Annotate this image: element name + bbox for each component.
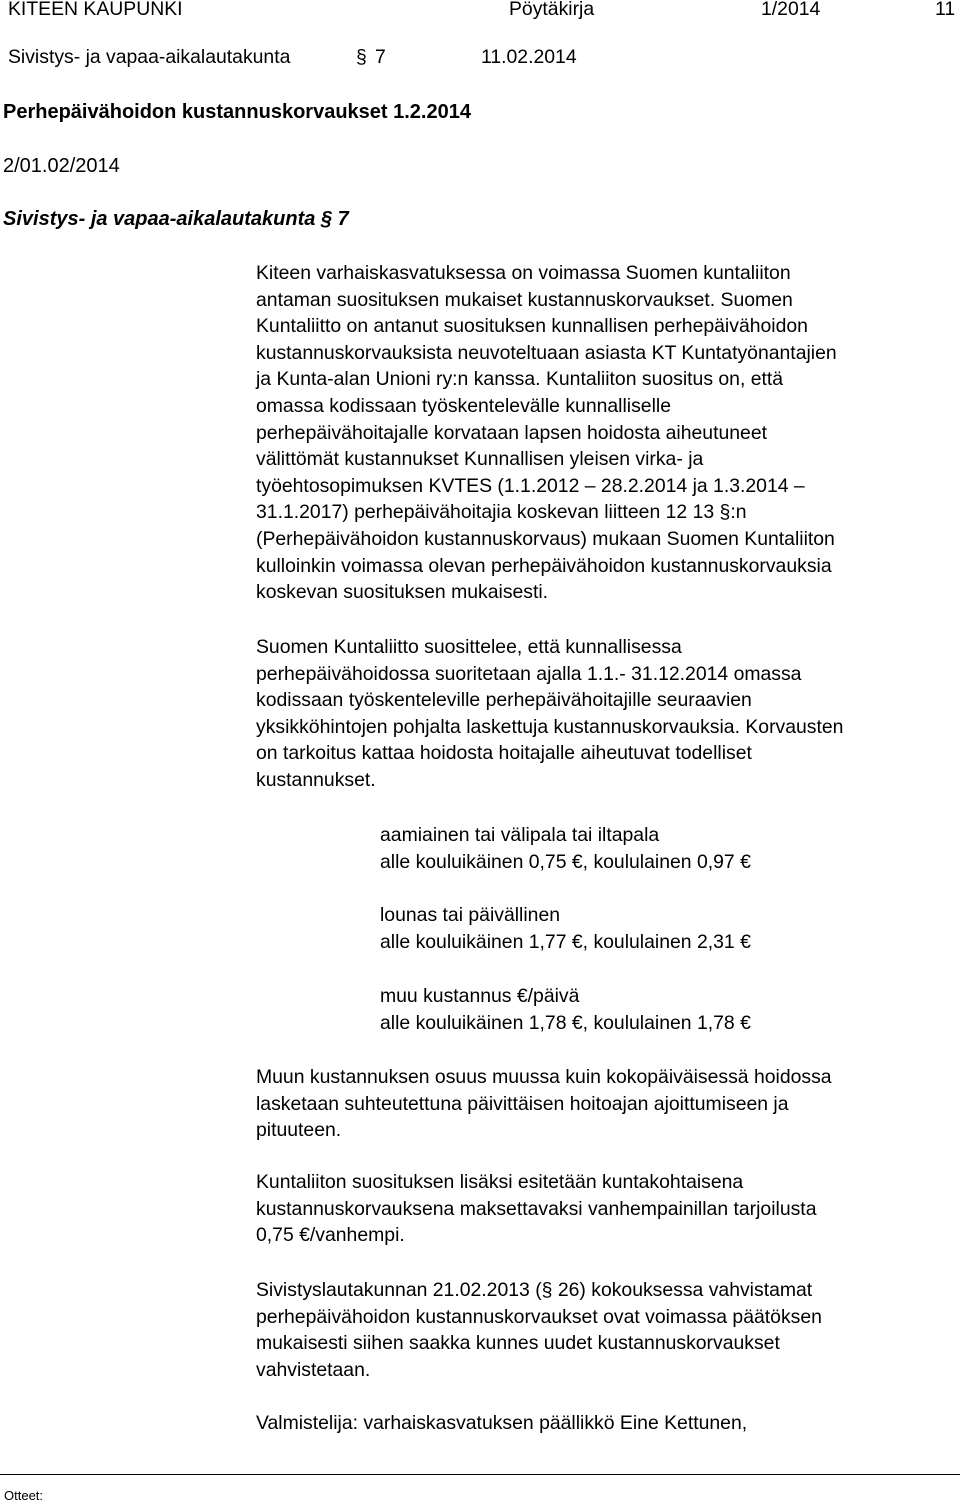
page-number: 11 (935, 0, 956, 20)
rate-values: alle kouluikäinen 1,78 €, koululainen 1,78 € (380, 1011, 751, 1034)
text-line: työehtosopimuksen KVTES (1.1.2012 – 28.2.2014 ja 1.3.2014 – (256, 474, 805, 497)
text-line: välittömät kustannukset Kunnallisen yleisen virka- ja (256, 448, 704, 471)
rate-item-meals (380, 822, 940, 875)
organization-name: KITEEN KAUPUNKI (8, 0, 183, 20)
rate-values: alle kouluikäinen 0,75 €, koululainen 0,97 € (380, 850, 751, 873)
text-line: omassa kodissaan työskentelevälle kunnalliselle (256, 394, 671, 417)
text-line: Kuntaliiton suosituksen lisäksi esitetään kuntakohtaisena (256, 1171, 744, 1193)
text-line: mukaisesti siihen saakka kunnes uudet kustannuskorvaukset (256, 1332, 780, 1355)
paragraph-preparer (256, 1410, 956, 1437)
text-line: pituuteen. (256, 1119, 342, 1142)
text-line: koskevan suosituksen mukaisesti. (256, 581, 549, 604)
text-line: 31.1.2017) perhepäivähoitajia koskevan liitteen 12 13 §:n (256, 501, 747, 524)
footer-divider (0, 1474, 960, 1475)
text-line: kodissaan työskenteleville perhepäivähoitajille seuraavien (256, 689, 752, 712)
text-line: Sivistyslautakunnan 21.02.2013 (§ 26) kokouksessa vahvistamat (256, 1279, 813, 1301)
text-line: Suomen Kuntaliitto suosittelee, että kunnallisessa (256, 636, 682, 658)
paragraph-municipal-addition (256, 1169, 956, 1249)
document-type: Pöytäkirja (509, 0, 595, 20)
text-line: kustannuskorvauksena maksettavaksi vanhempainillan tarjoilusta (256, 1197, 817, 1220)
text-line: kulloinkin voimassa olevan perhepäivähoidon kustannuskorvauksia (256, 554, 832, 577)
rate-label: muu kustannus €/päivä (380, 985, 580, 1007)
paragraph-validity (256, 1277, 956, 1383)
text-line: perhepäivähoidossa suoritetaan ajalla 1.1.- 31.12.2014 omassa (256, 662, 802, 685)
section-number: 7 (375, 46, 386, 68)
rate-label: aamiainen tai välipala tai iltapala (380, 824, 660, 846)
text-line: kustannukset. (256, 768, 376, 791)
text-line: yksikköhintojen pohjalta laskettuja kustannuskorvauksia. Korvausten (256, 715, 844, 738)
reference-number: 2/01.02/2014 (3, 155, 120, 177)
text-line: ja Kunta-alan Unioni ry:n kanssa. Kuntaliiton suositus on, että (256, 368, 784, 391)
paragraph-other-costs (256, 1064, 956, 1144)
rate-label: lounas tai päivällinen (380, 904, 561, 926)
text-line: Kuntaliitto on antanut suosituksen kunnallisen perhepäivähoidon (256, 315, 808, 338)
text-line: 0,75 €/vanhempi. (256, 1224, 405, 1247)
meeting-date: 11.02.2014 (481, 46, 577, 68)
text-line: vahvistetaan. (256, 1358, 371, 1381)
paragraph-intro (256, 260, 956, 606)
text-line: antaman suosituksen mukaiset kustannuskorvaukset. Suomen (256, 288, 793, 311)
text-line: Muun kustannuksen osuus muussa kuin kokopäiväisessä hoidossa (256, 1066, 832, 1088)
text-line: perhepäivähoidon kustannuskorvaukset ovat voimassa päätöksen (256, 1305, 822, 1328)
rate-values: alle kouluikäinen 1,77 €, koululainen 2,31 € (380, 930, 751, 953)
text-line: Kiteen varhaiskasvatuksessa on voimassa Suomen kuntaliiton (256, 262, 791, 284)
text-line: lasketaan suhteutettuna päivittäisen hoitoajan ajoittumiseen ja (256, 1092, 789, 1115)
committee-name: Sivistys- ja vapaa-aikalautakunta (8, 46, 291, 68)
page-title: Perhepäivähoidon kustannuskorvaukset 1.2.2014 (3, 101, 471, 123)
text-line: (Perhepäivähoidon kustannuskorvaus) mukaan Suomen Kuntaliiton (256, 527, 835, 550)
text-line: Valmistelija: varhaiskasvatuksen päällikkö Eine Kettunen, (256, 1412, 748, 1434)
committee-heading: Sivistys- ja vapaa-aikalautakunta § 7 (3, 208, 349, 230)
section-mark: § (356, 46, 367, 68)
document-number: 1/2014 (761, 0, 821, 20)
paragraph-recommendation (256, 634, 956, 794)
text-line: perhepäivähoitajalle korvataan lapsen hoidosta aiheutuneet (256, 421, 768, 444)
rate-item-other (380, 983, 940, 1036)
rate-item-lunch (380, 902, 940, 955)
footer-label: Otteet: (4, 1488, 44, 1503)
text-line: on tarkoitus kattaa hoidosta hoitajalle aiheutuvat todelliset (256, 742, 752, 765)
text-line: kustannuskorvauksista neuvoteltuaan asiasta KT Kuntatyönantajien (256, 341, 837, 364)
